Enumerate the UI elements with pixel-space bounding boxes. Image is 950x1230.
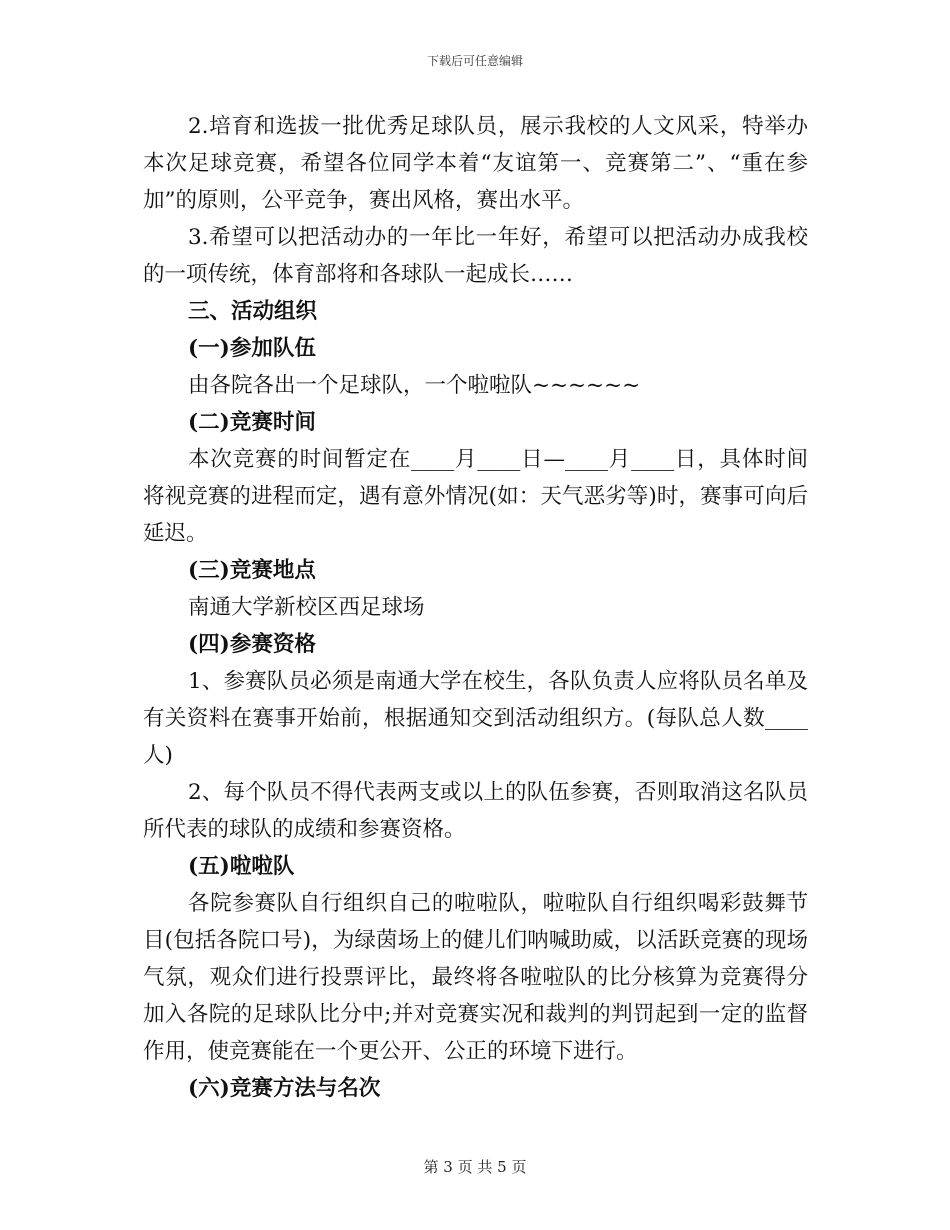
paragraph-time: 本次竞赛的时间暂定在____月____日—____月____日，具体时间将视竞赛的进程而定，遇有意外情况(如：天气恶劣等)时，赛事可向后延迟。 xyxy=(143,447,808,546)
paragraph-cheerleaders: 各院参赛队自行组织自己的啦啦队，啦啦队自行组织喝彩鼓舞节目(包括各院口号)，为绿茵场上的健儿们呐喊助威，以活跃竞赛的现场气氛，观众们进行投票评比，最终将各啦啦队的比分核算为竞赛得分加入各院的足球队比分中;并对竞赛实况和裁判的判罚起到一定的监督作用，使竞赛能在一个更公开、公正的环境下进行。 xyxy=(143,891,808,1064)
subheading-method-ranking: (六)竞赛方法与名次 xyxy=(188,1076,381,1101)
subheading-eligibility: (四)参赛资格 xyxy=(188,632,316,657)
subheading-cheerleaders: (五)啦啦队 xyxy=(188,854,295,879)
paragraph-venue: 南通大学新校区西足球场 xyxy=(188,595,425,620)
paragraph-goal-2: 2.培育和选拔一批优秀足球队员，展示我校的人文风采，特举办本次足球竞赛，希望各位同学本着“友谊第一、竞赛第二”、“重在参加”的原则，公平竞争，赛出风格，赛出水平。 xyxy=(143,114,808,213)
paragraph-eligibility-2: 2、每个队员不得代表两支或以上的队伍参赛，否则取消这名队员所代表的球队的成绩和参赛资格。 xyxy=(143,780,808,842)
subheading-venue: (三)竞赛地点 xyxy=(188,558,316,583)
paragraph-teams: 由各院各出一个足球队，一个啦啦队~~~~~~ xyxy=(188,373,641,398)
paragraph-eligibility-1: 1、参赛队员必须是南通大学在校生，各队负责人应将队员名单及有关资料在赛事开始前，根据通知交到活动组织方。(每队总人数____人) xyxy=(143,669,808,768)
section-heading-organization: 三、活动组织 xyxy=(188,299,318,324)
subheading-teams: (一)参加队伍 xyxy=(188,336,316,361)
document-body xyxy=(143,108,808,1107)
page-footer: 第 3 页 共 5 页 xyxy=(423,1158,527,1176)
subheading-time: (二)竞赛时间 xyxy=(188,410,316,435)
page-header: 下载后可任意编辑 xyxy=(426,54,523,68)
paragraph-goal-3: 3.希望可以把活动办的一年比一年好，希望可以把活动办成我校的一项传统，体育部将和各球队一起成长…… xyxy=(143,225,808,287)
